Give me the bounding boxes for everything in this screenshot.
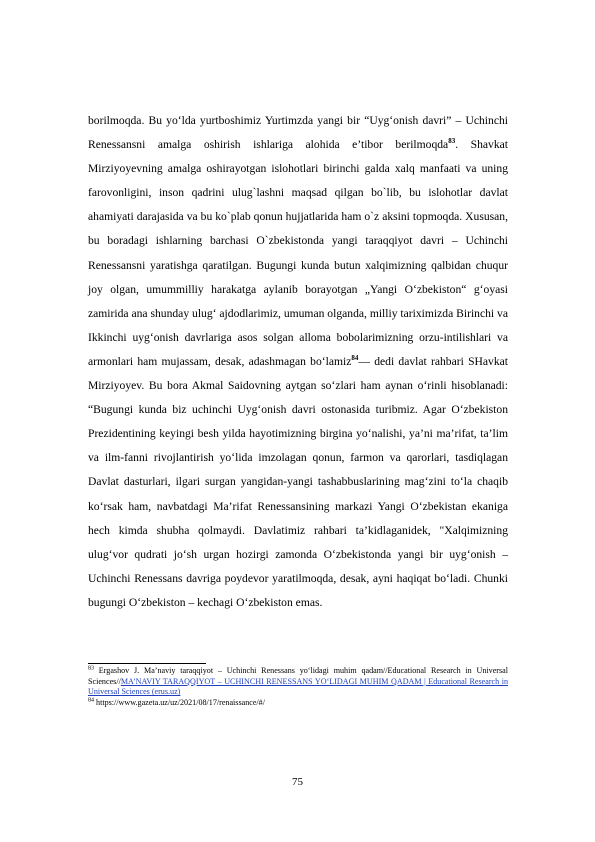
- footnote-number: 83: [88, 665, 94, 672]
- footnote-text: Ergashov J. Ma’naviy taraqqiyot – Uchinchi Renessans yo‘lidagi muhim qadam//Educational Research in Universal Sciences//: [88, 666, 508, 686]
- body-text-part-1: borilmoqda. Bu yo‘lda yurtboshimiz Yurtimzda yangi bir “Uyg‘onish davri” – Uchinchi Renessansni amalga oshirish ishlariga alohida e’tibor berilmoqda: [88, 114, 508, 152]
- body-text-part-2: . Shavkat Mirziyoyevning amalga oshirayotgan islohotlari birinchi galda xalq manfaati va uning farovonligini, inson qadrini ulug`lashni maqsad qilgan bo`lib, bu islohotlar davlat ahamiyati darajasida va bu ko`plab qonun hujjatlarida ham o`z aksini topmoqda. Xususan, bu boradagi ishlarning barchasi O`zbekistonda yangi taraqqiyot davri – Uchinchi Renessansni yaratishga qaratilgan. Bugungi kunda butun xalqimizning qalbidan chuqur joy olgan, umummilliy harakatga aylanib borayotgan „Yangi O‘zbekiston“ g‘oyasi zamirida ana shunday ulug‘ ajdodlarimiz, umuman olganda, milliy tariximizda Birinchi va Ikkinchi uyg‘onish davrlariga asos solgan alloma bobolarimizning orzu-intilishlari va armonlari ham mujassam, desak, adashmagan bo‘lamiz: [88, 138, 508, 368]
- footnotes: [88, 666, 508, 709]
- footnote-83: [88, 666, 508, 698]
- footnote-link[interactable]: MA’NAVIY TARAQQIYOT – UCHINCHI RENESSANS YO‘LIDAGI MUHIM QADAM | Educational Research in Universal Sciences (erus.uz): [88, 676, 508, 697]
- footnote-ref-83[interactable]: 83: [448, 137, 456, 146]
- body-text-part-3: — dedi davlat rahbari SHavkat Mirziyoyev. Bu bora Akmal Saidovning aytgan so‘zlari ham aynan o‘rinli hisoblanadi: “Bugungi kunda biz uchinchi Uyg‘onish davri ostonasida turibmiz. Agar O‘zbekiston Prezidentining keyingi besh yilda hayotimizning birgina yo‘nalishi, ya’ni ma’rifat, ta’lim va ilm-fanni rivojlantirish yo‘lida imzolagan qonun, farmon va qarorlari, tasdiqlagan Davlat dasturlari, ilgari surgan yangidan-yangi tashabbuslarining mag‘zini to‘la chaqib ko‘rsak ham, navbatdagi Ma’rifat Renessansining markazi Yangi O‘zbekistan ekaniga hech kimda shubha qolmaydi. Davlatimiz rahbari ta’kidlaganidek, "Xalqimizning ulug‘vor qudrati jo‘sh urgan hozirgi zamonda O‘zbekistonda yangi bir uyg‘onish – Uchinchi Renessans davriga poydevor yaratilmoqda, desak, ayni haqiqat bo‘ladi. Chunki bugungi O‘zbekiston – kechagi O‘zbekiston emas.: [88, 354, 509, 609]
- body-paragraph: [88, 109, 508, 615]
- footnote-84: [88, 698, 508, 709]
- page-number: 75: [292, 776, 303, 788]
- footnote-ref-84[interactable]: 84: [351, 354, 359, 363]
- footnote-url[interactable]: https://www.gazeta.uz/uz/2021/08/17/renaissance/#/: [94, 698, 265, 708]
- footnote-separator: [88, 663, 206, 664]
- footnote-number: 84: [88, 697, 94, 704]
